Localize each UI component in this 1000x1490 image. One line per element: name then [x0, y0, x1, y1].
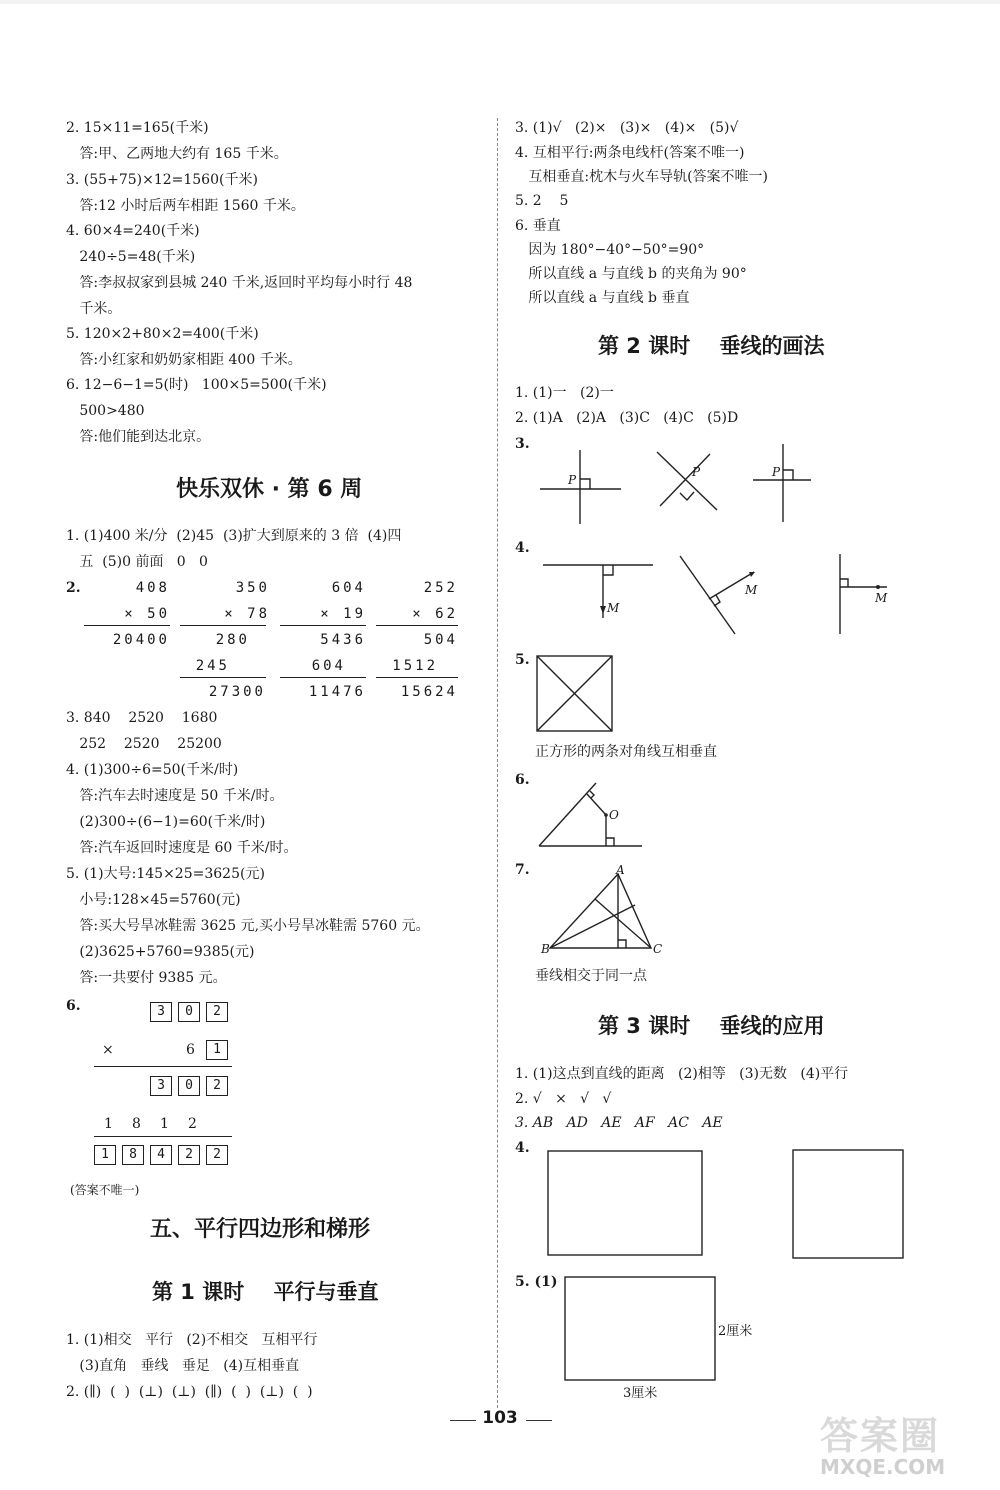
- dimension-label: 3厘米: [623, 1386, 658, 1401]
- page-number-rule: [526, 1420, 552, 1421]
- answer-line: 答:汽车返回时速度是 60 千米/时。: [66, 840, 298, 856]
- lesson-title: 第 2 课时 垂线的画法: [598, 334, 825, 358]
- partial-product: 604: [311, 658, 346, 674]
- calc-rule: [180, 625, 266, 626]
- digit: 1: [160, 1116, 169, 1132]
- answer-line: 五 (5)0 前面 0 0: [66, 554, 208, 570]
- answer-line: 答:小红家和奶奶家相距 400 千米。: [66, 352, 302, 368]
- answer-line: (2)300÷(6−1)=60(千米/时): [66, 814, 266, 830]
- answer-line: 所以直线 a 与直线 b 垂直: [515, 290, 690, 306]
- point-label: M: [607, 601, 620, 615]
- digit-box: 2: [206, 1002, 228, 1022]
- answer-line: 240÷5=48(千米): [66, 249, 196, 265]
- digit-box: 2: [206, 1145, 228, 1165]
- digit-box: 3: [150, 1076, 172, 1096]
- multiplier: × 78: [224, 606, 270, 622]
- point-label: M: [745, 583, 758, 597]
- point-label: B: [541, 942, 550, 956]
- dimension-label: 2厘米: [718, 1324, 753, 1339]
- multiplicand: 350: [235, 580, 270, 596]
- times-sign: ×: [102, 1042, 114, 1058]
- point-label: P: [692, 465, 701, 479]
- square-with-diagonals: [536, 655, 616, 735]
- question-number: 5. (1): [515, 1274, 558, 1290]
- caption: 垂线相交于同一点: [535, 968, 647, 984]
- column-divider: [497, 118, 498, 1408]
- multiplier: × 50: [124, 606, 170, 622]
- digit-box: 8: [122, 1145, 144, 1165]
- top-edge: [0, 0, 1000, 4]
- question-number: 7.: [515, 862, 530, 878]
- watermark: [820, 1405, 990, 1483]
- lesson-title: 第 3 课时 垂线的应用: [598, 1014, 825, 1038]
- calc-rule: [84, 625, 170, 626]
- answer-line: 500>480: [66, 403, 145, 419]
- chapter-title: 五、平行四边形和梯形: [150, 1217, 371, 1242]
- answer-line: 小号:128×45=5760(元): [66, 892, 241, 908]
- answer-line: 3. AB AD AE AF AC AE: [515, 1115, 723, 1131]
- week-title: 快乐双休 · 第 6 周: [176, 477, 363, 502]
- answer-line: 答:汽车去时速度是 50 千米/时。: [66, 788, 284, 804]
- answer-line: (2)3625+5760=9385(元): [66, 944, 255, 960]
- answer-line: 1. (1)相交 平行 (2)不相交 互相平行: [66, 1332, 318, 1348]
- answer-line: 2. (1)A (2)A (3)C (4)C (5)D: [515, 410, 739, 426]
- point-label: C: [653, 942, 663, 956]
- digit-box: 1: [94, 1145, 116, 1165]
- digit-box: 0: [178, 1002, 200, 1022]
- partial-product: 280: [215, 632, 250, 648]
- partial-product: 1512: [392, 658, 438, 674]
- calc-rule: [376, 677, 458, 678]
- product: 15624: [400, 684, 458, 700]
- page-number: 103: [482, 1408, 518, 1428]
- digit-box: 4: [150, 1145, 172, 1165]
- digit-box: 2: [178, 1145, 200, 1165]
- answer-line: 1. (1)一 (2)一: [515, 385, 614, 401]
- multiplier: × 62: [412, 606, 458, 622]
- question-number: 2.: [66, 580, 81, 596]
- answer-line: 答:他们能到达北京。: [66, 429, 211, 445]
- question-number: 6.: [66, 998, 81, 1014]
- question-number: 4.: [515, 1140, 530, 1156]
- angle-perpendicular-figure: [536, 780, 646, 850]
- digit: 6: [186, 1042, 195, 1058]
- calc-rule: [94, 1066, 232, 1067]
- answer-line: 6. 垂直: [515, 218, 561, 234]
- partial-product: 245: [195, 658, 230, 674]
- calc-rule: [280, 625, 366, 626]
- product: 11476: [308, 684, 366, 700]
- answer-line: 互相垂直:枕木与火车导轨(答案不唯一): [515, 169, 768, 185]
- point-label: P: [568, 473, 577, 487]
- answer-line: 2. (∥) ( ) (⊥) (⊥) (∥) ( ) (⊥) ( ): [66, 1384, 313, 1400]
- question-number: 6.: [515, 772, 530, 788]
- calc-rule: [376, 625, 458, 626]
- answer-line: 2. √ × √ √: [515, 1091, 612, 1107]
- answer-line: (3)直角 垂线 垂足 (4)互相垂直: [66, 1358, 300, 1374]
- answer-line: 3. 840 2520 1680: [66, 710, 218, 726]
- answer-line: 4. 互相平行:两条电线杆(答案不唯一): [515, 145, 745, 161]
- perpendicular-figures: [535, 440, 825, 526]
- point-label: A: [616, 863, 625, 877]
- calc-rule: [280, 677, 366, 678]
- answer-line: 答:12 小时后两车相距 1560 千米。: [66, 198, 305, 214]
- question-number: 4.: [515, 540, 530, 556]
- product: 27300: [208, 684, 266, 700]
- answer-line: 252 2520 25200: [66, 736, 222, 752]
- answer-line: 4. (1)300÷6=50(千米/时): [66, 762, 239, 778]
- perpendicular-figures: [535, 550, 895, 640]
- point-label: O: [609, 808, 619, 822]
- partial-product: 5436: [320, 632, 366, 648]
- rectangle-figure: [564, 1276, 716, 1382]
- answer-line: 千米。: [66, 301, 122, 317]
- digit-box: 3: [150, 1002, 172, 1022]
- partial-product: 504: [423, 632, 458, 648]
- lesson-title: 第 1 课时 平行与垂直: [152, 1280, 379, 1304]
- answer-line: 6. 12−6−1=5(时) 100×5=500(千米): [66, 377, 327, 393]
- multiplicand: 408: [135, 580, 170, 596]
- answer-line: 1. (1)400 米/分 (2)45 (3)扩大到原来的 3 倍 (4)四: [66, 528, 402, 544]
- digit-box: 0: [178, 1076, 200, 1096]
- answer-line: 5. (1)大号:145×25=3625(元): [66, 866, 265, 882]
- answer-line: 3. (55+75)×12=1560(千米): [66, 172, 258, 188]
- answer-line: 5. 2 5: [515, 193, 569, 209]
- answer-line: 1. (1)这点到直线的距离 (2)相等 (3)无数 (4)平行: [515, 1066, 849, 1082]
- answer-line: 所以直线 a 与直线 b 的夹角为 90°: [515, 266, 747, 282]
- answer-line: 答:一共要付 9385 元。: [66, 970, 227, 986]
- multiplier: × 19: [320, 606, 366, 622]
- digit-box: 2: [206, 1076, 228, 1096]
- multiplicand: 604: [331, 580, 366, 596]
- rectangle-figures: [547, 1150, 907, 1260]
- answer-line: 因为 180°−40°−50°=90°: [515, 242, 705, 258]
- point-label: M: [875, 591, 888, 605]
- answer-line: 3. (1)√ (2)× (3)× (4)× (5)√: [515, 120, 739, 136]
- question-number: 3.: [515, 436, 530, 452]
- question-number: 5.: [515, 652, 530, 668]
- watermark-url: MXQE.COM: [820, 1455, 946, 1479]
- caption: 正方形的两条对角线互相垂直: [535, 744, 717, 760]
- answer-line: 答:买大号旱冰鞋需 3625 元,买小号旱冰鞋需 5760 元。: [66, 918, 430, 934]
- partial-product: 20400: [112, 632, 170, 648]
- calc-rule: [180, 677, 266, 678]
- digit: 8: [132, 1116, 141, 1132]
- calc-rule: [94, 1136, 232, 1137]
- answer-line: 5. 120×2+80×2=400(千米): [66, 326, 259, 342]
- multiplicand: 252: [423, 580, 458, 596]
- answer-line: 答:甲、乙两地大约有 165 千米。: [66, 146, 288, 162]
- watermark-logo: 答案圈: [820, 1414, 941, 1458]
- digit: 2: [188, 1116, 197, 1132]
- answer-line: 2. 15×11=165(千米): [66, 120, 209, 136]
- digit: 1: [104, 1116, 113, 1132]
- point-label: P: [772, 465, 781, 479]
- triangle-altitudes-figure: [538, 864, 668, 956]
- digit-box: 1: [206, 1040, 228, 1060]
- answer-line: 4. 60×4=240(千米): [66, 223, 200, 239]
- note: (答案不唯一): [70, 1183, 140, 1197]
- answer-line: 答:李叔叔家到县城 240 千米,返回时平均每小时行 48: [66, 275, 413, 291]
